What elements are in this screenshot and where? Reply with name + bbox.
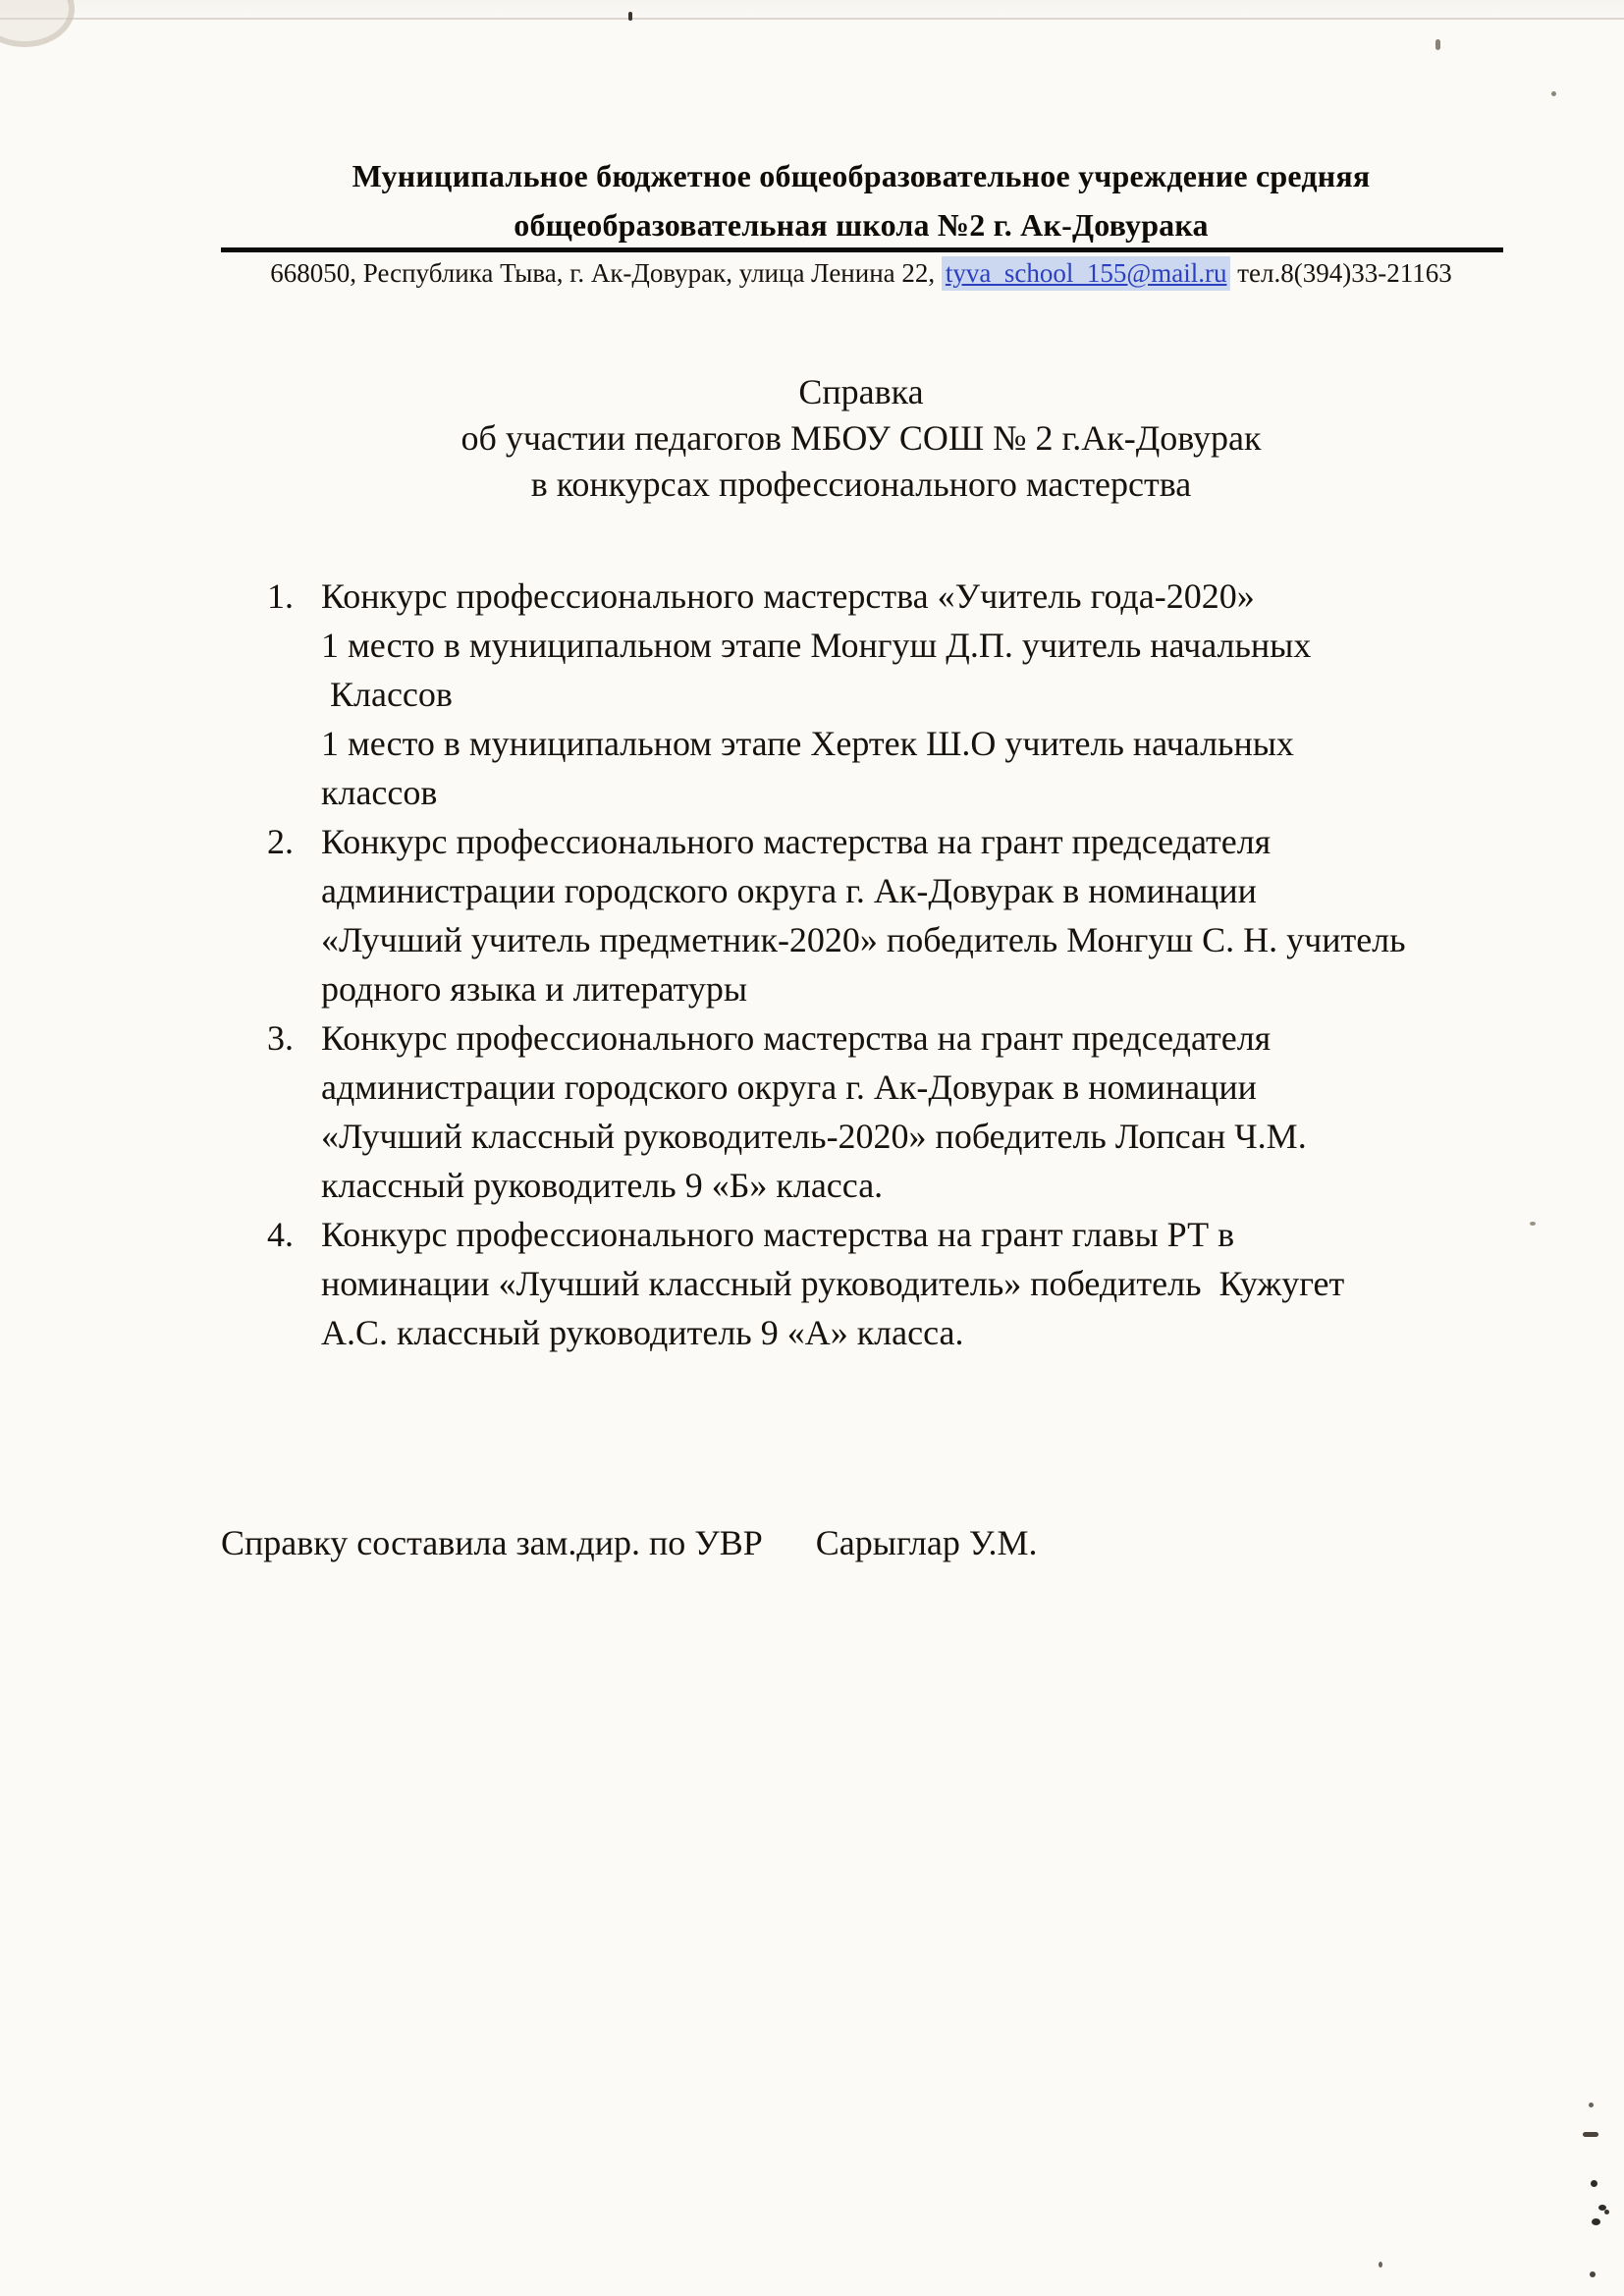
scan-speckle [1530,1222,1536,1226]
org-name-line1: Муниципальное бюджетное общеобразовательное учреждение средняя [352,158,1371,193]
postal-address-text: 668050, Республика Тыва, г. Ак-Довурак, улица Ленина 22, [270,258,942,288]
scan-corner-artifact [0,0,75,47]
scan-edge-artifact [0,18,1624,20]
scan-speckle [1551,91,1556,96]
title-line2: об участии педагогов МБОУ СОШ № 2 г.Ак-Довурак [460,418,1262,458]
list-item-line: Конкурс профессионального мастерства «Учитель года-2020» [321,576,1255,616]
list-item-line: «Лучший классный руководитель-2020» победитель Лопсан Ч.М. [321,1117,1307,1156]
list-item-body [321,817,1514,1013]
scan-speckle [628,12,632,21]
scan-speckle [1604,2210,1609,2214]
list-item-number: 4. [267,1215,294,1254]
list-item [267,1013,1514,1210]
scan-speckle [1592,2218,1600,2225]
list-item-line: классов [321,773,438,812]
contact-line [98,254,1624,292]
scan-speckle [1583,2132,1598,2137]
list-item-line: «Лучший учитель предметник-2020» победитель Монгуш С. Н. учитель [321,920,1406,959]
letterhead [98,151,1624,249]
scan-speckle [1589,2103,1594,2107]
list-item [267,817,1514,1013]
list-item-body [321,1210,1514,1357]
list-item [267,572,1514,817]
title-line3: в конкурсах профессионального мастерства [530,465,1192,504]
list-item-line: номинации «Лучший классный руководитель» победитель Кужугет [321,1264,1345,1303]
list-item-line: 1 место в муниципальном этапе Монгуш Д.П. учитель начальных [321,626,1312,665]
title-line1: Справка [798,372,924,411]
list-item-body [321,1013,1514,1210]
list-item-line: Классов [321,675,453,714]
phone-text: тел.8(394)33-21163 [1230,258,1452,288]
list-item-line: администрации городского округа г. Ак-Довурак в номинации [321,871,1257,910]
list-item-line: Конкурс профессионального мастерства на грант главы РТ в [321,1215,1235,1254]
scan-speckle [1591,2180,1597,2187]
list-item-line: администрации городского округа г. Ак-Довурак в номинации [321,1067,1257,1107]
email-link[interactable]: tyva_school_155@mail.ru [942,256,1231,291]
org-name-line2: общеобразовательная школа №2 г. Ак-Довурака [514,207,1209,243]
list-item-line: А.С. классный руководитель 9 «А» класса. [321,1313,964,1352]
list-item-line: Конкурс профессионального мастерства на грант председателя [321,822,1272,861]
competition-list [267,572,1514,1357]
list-item-line: родного языка и литературы [321,969,748,1009]
list-item-number: 1. [267,576,294,616]
scan-speckle [1590,2271,1596,2277]
document-title [98,369,1624,508]
list-item-number: 3. [267,1018,294,1058]
list-item-line: 1 место в муниципальном этапе Хертек Ш.О учитель начальных [321,724,1294,763]
list-item [267,1210,1514,1357]
list-item-line: Конкурс профессионального мастерства на грант председателя [321,1018,1272,1058]
list-item-body [321,572,1514,817]
signature-line: Справку составила зам.дир. по УВР Сарыглар У.М. [221,1523,1038,1562]
list-item-number: 2. [267,822,294,861]
scan-speckle [1435,39,1440,50]
letterhead-divider [221,247,1503,252]
scan-speckle [1379,2262,1382,2268]
list-item-line: классный руководитель 9 «Б» класса. [321,1166,884,1205]
